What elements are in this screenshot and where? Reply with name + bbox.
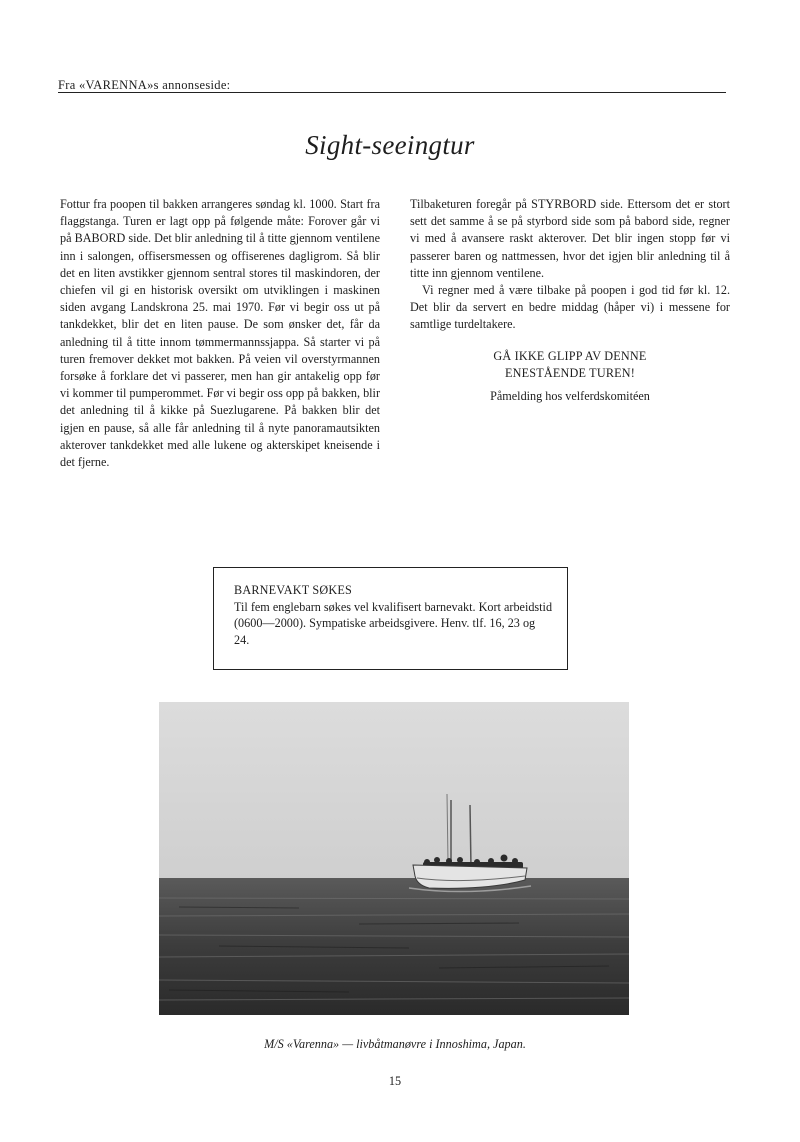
right-column bbox=[410, 196, 730, 405]
photo-caption: M/S «Varenna» — livbåtmanøvre i Innoshima, Japan. bbox=[264, 1037, 526, 1051]
classified-ad-box bbox=[213, 567, 568, 670]
lifeboat-photo bbox=[159, 702, 629, 1015]
page-header: Fra «VARENNA»s annonseside: bbox=[58, 78, 231, 92]
article-title: Sight-seeingtur bbox=[305, 130, 475, 160]
lifeboat-photo-image bbox=[159, 702, 629, 1015]
right-paragraph-2: Vi regner med å være tilbake på poopen i god tid før kl. 12. Det blir da servert en bedre middag (håper vi) i messene for samtlige turdeltakere. bbox=[410, 283, 730, 332]
callout-line-1: GÅ IKKE GLIPP AV DENNE bbox=[493, 348, 647, 363]
page-number: 15 bbox=[388, 1074, 402, 1088]
signup-note: Påmelding hos velferdskomitéen bbox=[490, 389, 650, 404]
callout-line-2: ENESTÅENDE TUREN! bbox=[504, 365, 636, 380]
right-paragraph-1: Tilbaketuren foregår på STYRBORD side. Ettersom det er stort sett det samme å se på styrbord side som på babord side, regner vi med å avansere raskt akterover. Det blir ingen stopp før vi passerer baren og nattmessen, hvor det igjen blir anledning til å titte inn gjennom ventilene. bbox=[410, 197, 730, 280]
callout-block bbox=[410, 348, 730, 406]
left-paragraph: Fottur fra poopen til bakken arrangeres søndag kl. 1000. Start fra flaggstanga. Turen er lagt opp på følgende måte: Forover går vi på BABORD side. Det blir anledning til å titte gjennom ventilene inn i salongen, offisersmessen og offiserenes dagligrom. Så blir det en liten avstikker gjennom sentral stores til maskindoren, der chiefen vil gi en historisk oversikt om utviklingen i maskinen siden avgang Landskrona 25. mai 1970. Før vi begir oss ut på tankdekket, blir det en liten pause. De som ønsker det, får da anledning til å titte innom tømmermannssjappa. Så starter vi på turen fremover dekket mot bakken. På veien vil overstyrmannen forsøke å forklare det vi passerer, men han gir antakelig opp før vi kommer til pumperommet. Før vi begir oss opp på bakken, blir det anledning til å kikke på Suezlugarene. På bakken blir det igjen en pause, så alle får anledning til å nyte panoramautsikten akterover tankdekket med alle lukene og akterskipet kneisende i det fjerne. bbox=[60, 197, 380, 470]
ad-body: Til fem englebarn søkes vel kvalifisert barnevakt. Kort arbeidstid (0600—2000). Sympatiske arbeidsgivere. Henv. tlf. 16, 23 og 24. bbox=[234, 599, 553, 647]
ad-heading: BARNEVAKT SØKES bbox=[234, 583, 353, 597]
left-column bbox=[60, 196, 380, 471]
header-rule bbox=[58, 92, 726, 93]
